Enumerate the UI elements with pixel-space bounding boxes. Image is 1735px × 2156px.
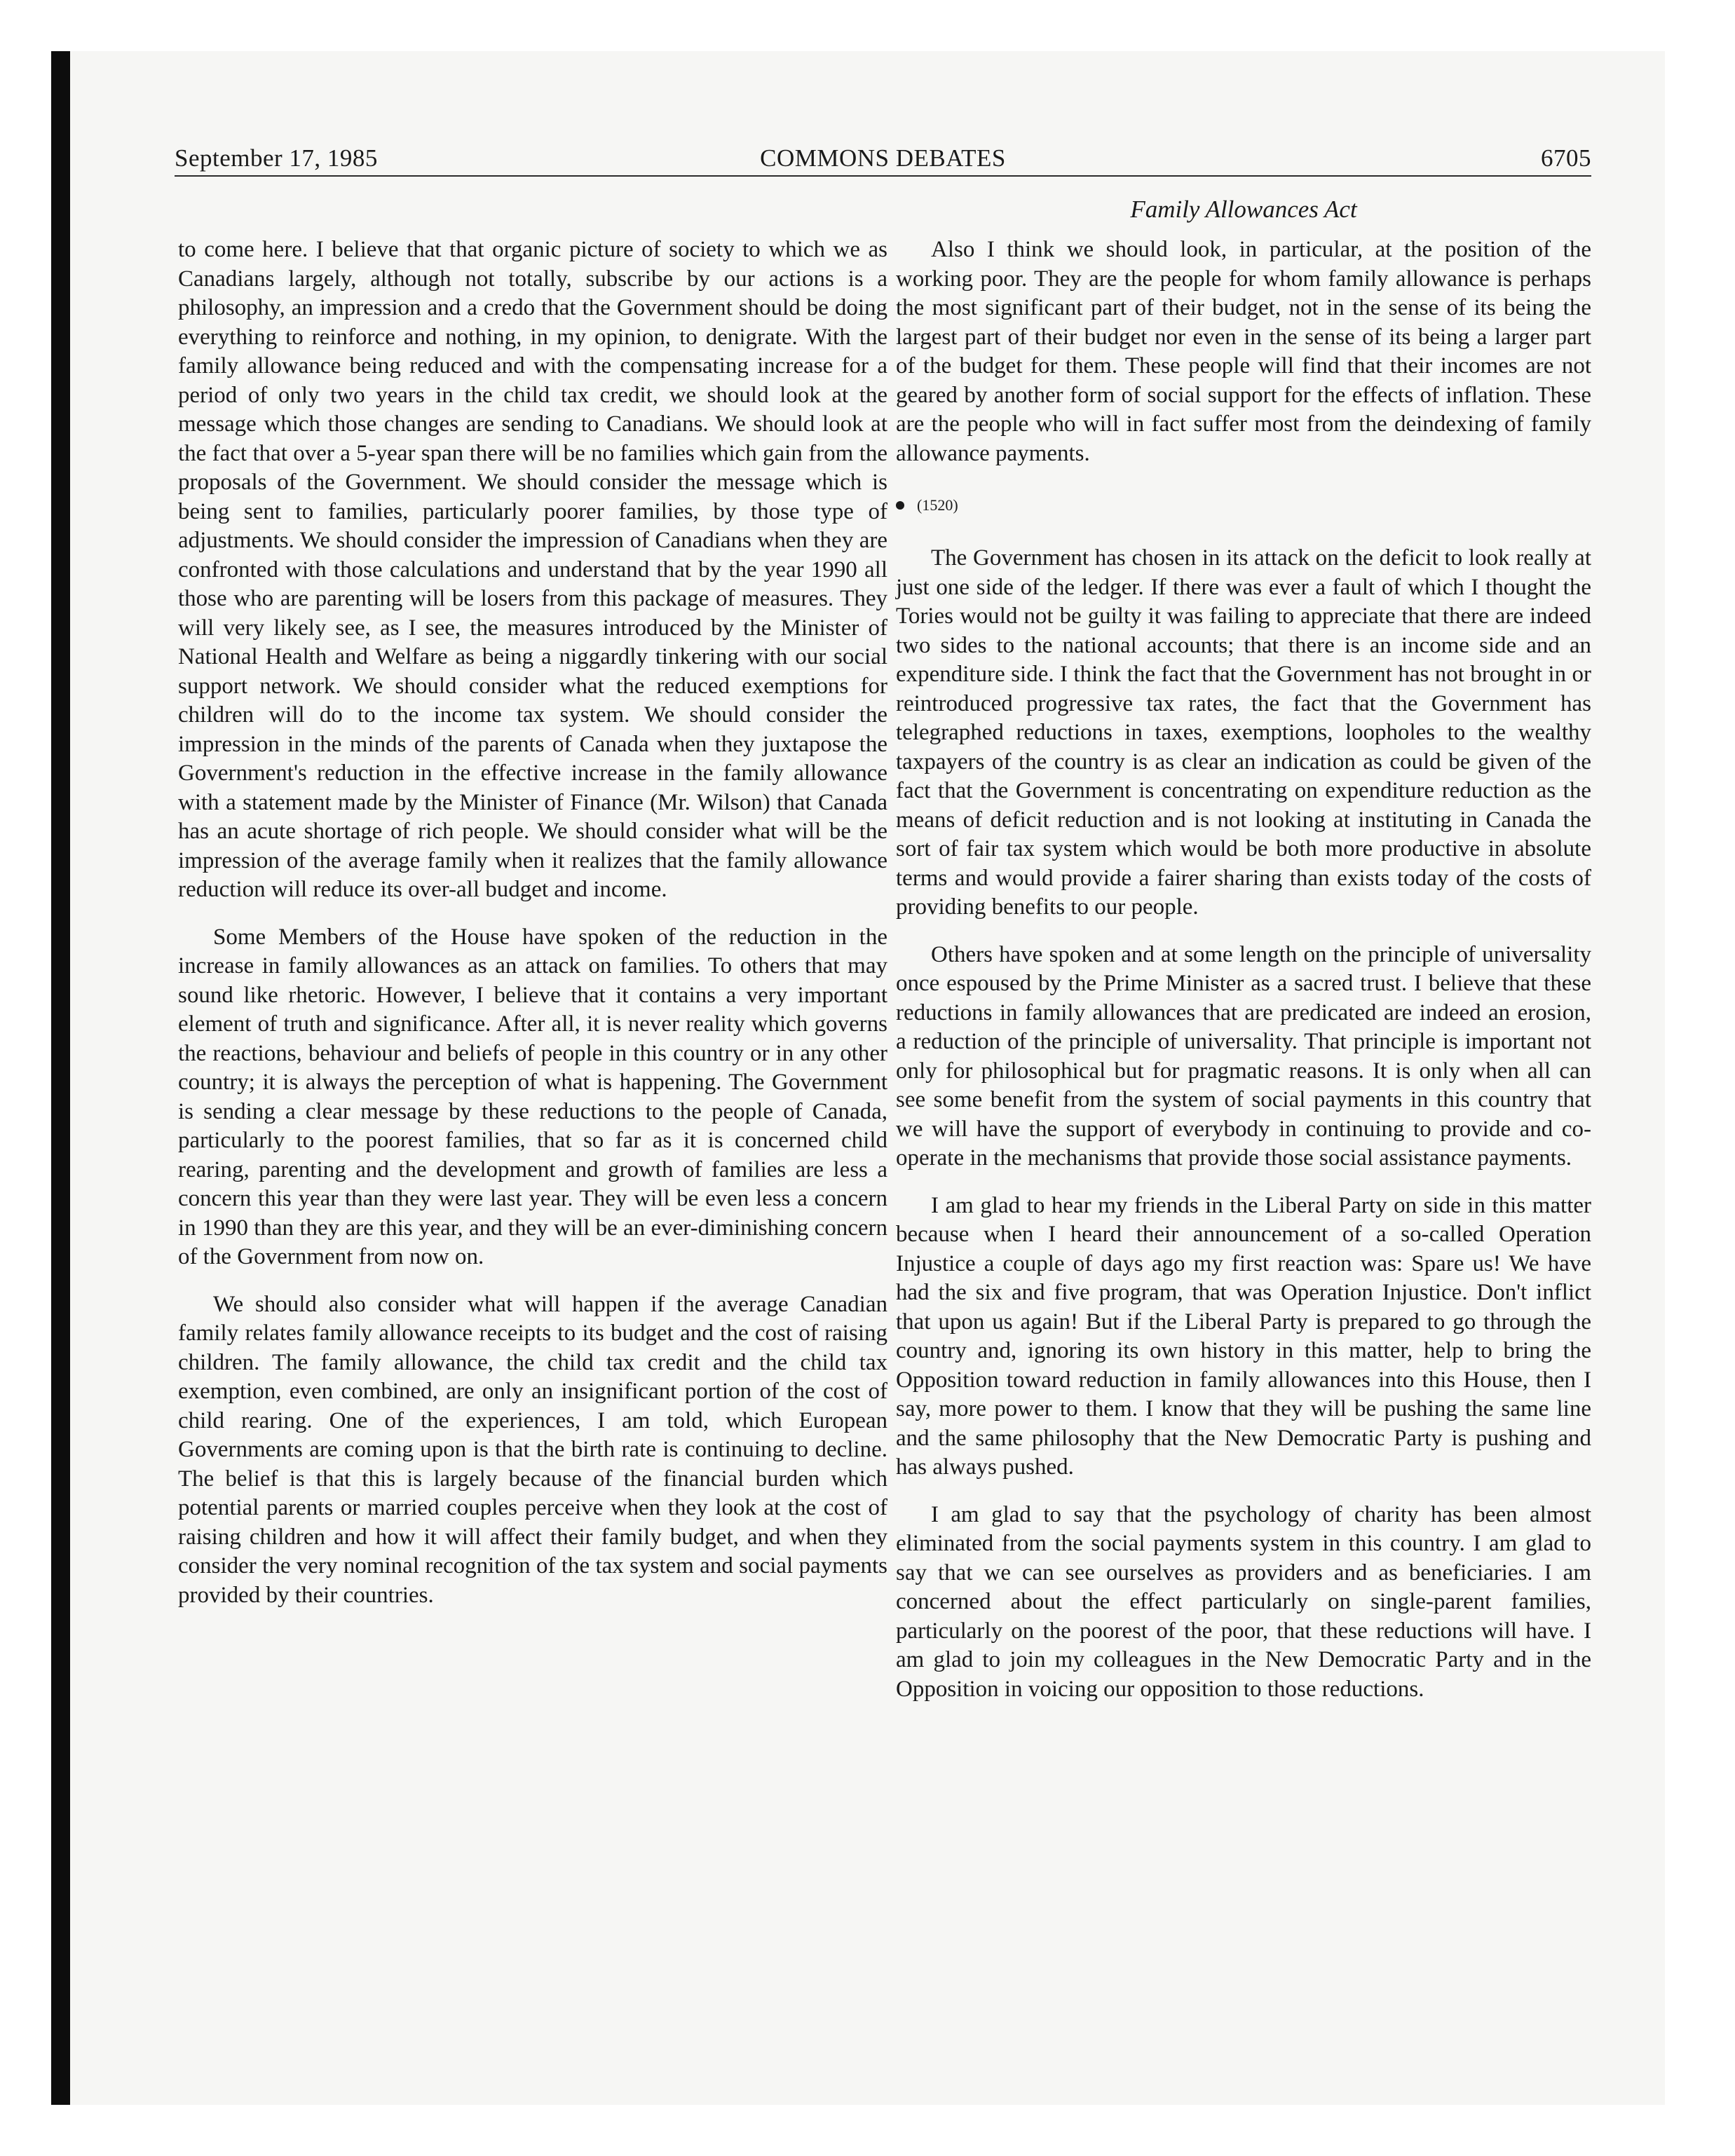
header-title: COMMONS DEBATES <box>760 144 1006 172</box>
right-column <box>896 236 1591 1722</box>
time-marker-label: (1520) <box>917 496 958 514</box>
paragraph: to come here. I believe that that organic picture of society to which we as Canadians largely, although not totally, subscribe by our actions is a philosophy, an impression and a credo that the Government should be doing everything to reinforce and nothing, in my opinion, to denigrate. With the family allowance being reduced and with the compensating increase for a period of only two years in the child tax credit, we should look at the message which those changes are sending to Canadians. We should look at the fact that over a 5-year span there will be no families which gain from the proposals of the Government. We should consider the message which is being sent to families, particularly poorer families, by those type of adjustments. We should consider the impression of Canadians when they are confronted with those calculations and understand that by the year 1990 all those who are parenting will be losers from this package of measures. They will very likely see, as I see, the measures introduced by the Minister of National Health and Welfare as being a niggardly tinkering with our social support network. We should consider what the reduced exemptions for children will do to the income tax system. We should consider the impression in the minds of the parents of Canada when they juxtapose the Government's reduction in the effective increase in the family allowance with a statement made by the Minister of Finance (Mr. Wilson) that Canada has an acute shortage of rich people. We should consider what will be the impression of the average family when it realizes that the family allowance reduction will reduce its over-all budget and income. <box>178 237 887 902</box>
paragraph: Others have spoken and at some length on the principle of universality once espoused by the Prime Minister as a sacred trust. I believe that these reductions in family allowances that are predicated are indeed an erosion, a reduction of the principle of universality. That principle is important not only for philosophical but for pragmatic reasons. It is only when all can see some benefit from the system of social payments in this country that we will have the support of everybody in continuing to provide and co-operate in the mechanisms that provide those social assistance payments. <box>896 941 1591 1171</box>
time-marker <box>896 495 1591 516</box>
header-page-number: 6705 <box>1541 144 1591 172</box>
paragraph: I am glad to say that the psychology of charity has been almost eliminated from the social payments system in this country. I am glad to say that we can see ourselves as providers and as beneficiaries. I am concerned about the effect particularly on single-parent families, particularly on the poorest of the poor, that these reductions will have. I am glad to join my colleagues in the New Democratic Party and in the Opposition in voicing our opposition to those reductions. <box>896 1501 1591 1702</box>
left-column <box>178 236 887 1628</box>
running-head: Family Allowances Act <box>1130 196 1357 223</box>
scan-edge-shadow <box>51 51 70 2105</box>
paragraph: We should also consider what will happen if the average Canadian family relates family allowance receipts to its budget and the cost of raising children. The family allowance, the child tax credit and the child tax exemption, even combined, are only an insignificant portion of the cost of child rearing. One of the experiences, I am told, which European Governments are coming upon is that the birth rate is continuing to decline. The belief is that this is largely because of the financial burden which potential parents or married couples perceive when they look at the cost of raising children and how it will affect their family budget, and when they consider the very nominal recognition of the tax system and social payments provided by their countries. <box>178 1291 887 1608</box>
page-header <box>175 140 1591 177</box>
header-date: September 17, 1985 <box>175 144 378 172</box>
paragraph: The Government has chosen in its attack on the deficit to look really at just one side of the ledger. If there was ever a fault of which I thought the Tories would not be guilty it was failing to appreciate that there are indeed two sides to the national accounts; that there is an income side and an expenditure side. I think the fact that the Government has not brought in or reintroduced progressive tax rates, the fact that the Government has telegraphed reductions in taxes, exemptions, loopholes to the wealthy taxpayers of the country is as clear an indication as could be given of the fact that the Government is concentrating on expenditure reduction as the means of deficit reduction and is not looking at instituting in Canada the sort of fair tax system which would be both more productive in absolute terms and would provide a fairer sharing than exists today of the costs of providing benefits to our people. <box>896 545 1591 920</box>
bullet-icon <box>896 501 904 510</box>
paragraph: Some Members of the House have spoken of the reduction in the increase in family allowances as an attack on families. To others that may sound like rhetoric. However, I believe that it contains a very important element of truth and significance. After all, it is never reality which governs the reactions, behaviour and beliefs of people in this country or in any other country; it is always the perception of what is happening. The Government is sending a clear message by these reductions to the people of Canada, particularly to the poorest families, that so far as it is concerned child rearing, parenting and the development and growth of families are less a concern this year than they were last year. They will be even less a concern in 1990 than they are this year, and they will be an ever-diminishing concern of the Government from now on. <box>178 924 887 1269</box>
paragraph: Also I think we should look, in particular, at the position of the working poor. They are the people for whom family allowance is perhaps the most significant part of their budget, not in the sense of its being the largest part of their budget nor even in the sense of its being a larger part of the budget for them. These people will find that their incomes are not geared by another form of social support for the effects of inflation. These are the people who will in fact suffer most from the deindexing of family allowance payments. <box>896 237 1591 466</box>
header-rule <box>175 175 1591 177</box>
paragraph: I am glad to hear my friends in the Liberal Party on side in this matter because when I heard their announcement of a so-called Operation Injustice a couple of days ago my first reaction was: Spare us! We have had the six and five program, that was Operation Injustice. Don't inflict that upon us again! But if the Liberal Party is prepared to go through the country and, ignoring its own history in this matter, help to bring the Opposition toward reduction in family allowances into this House, then I say, more power to them. I know that they will be pushing the same line and the same philosophy that the New Democratic Party is pushing and has always pushed. <box>896 1192 1591 1480</box>
